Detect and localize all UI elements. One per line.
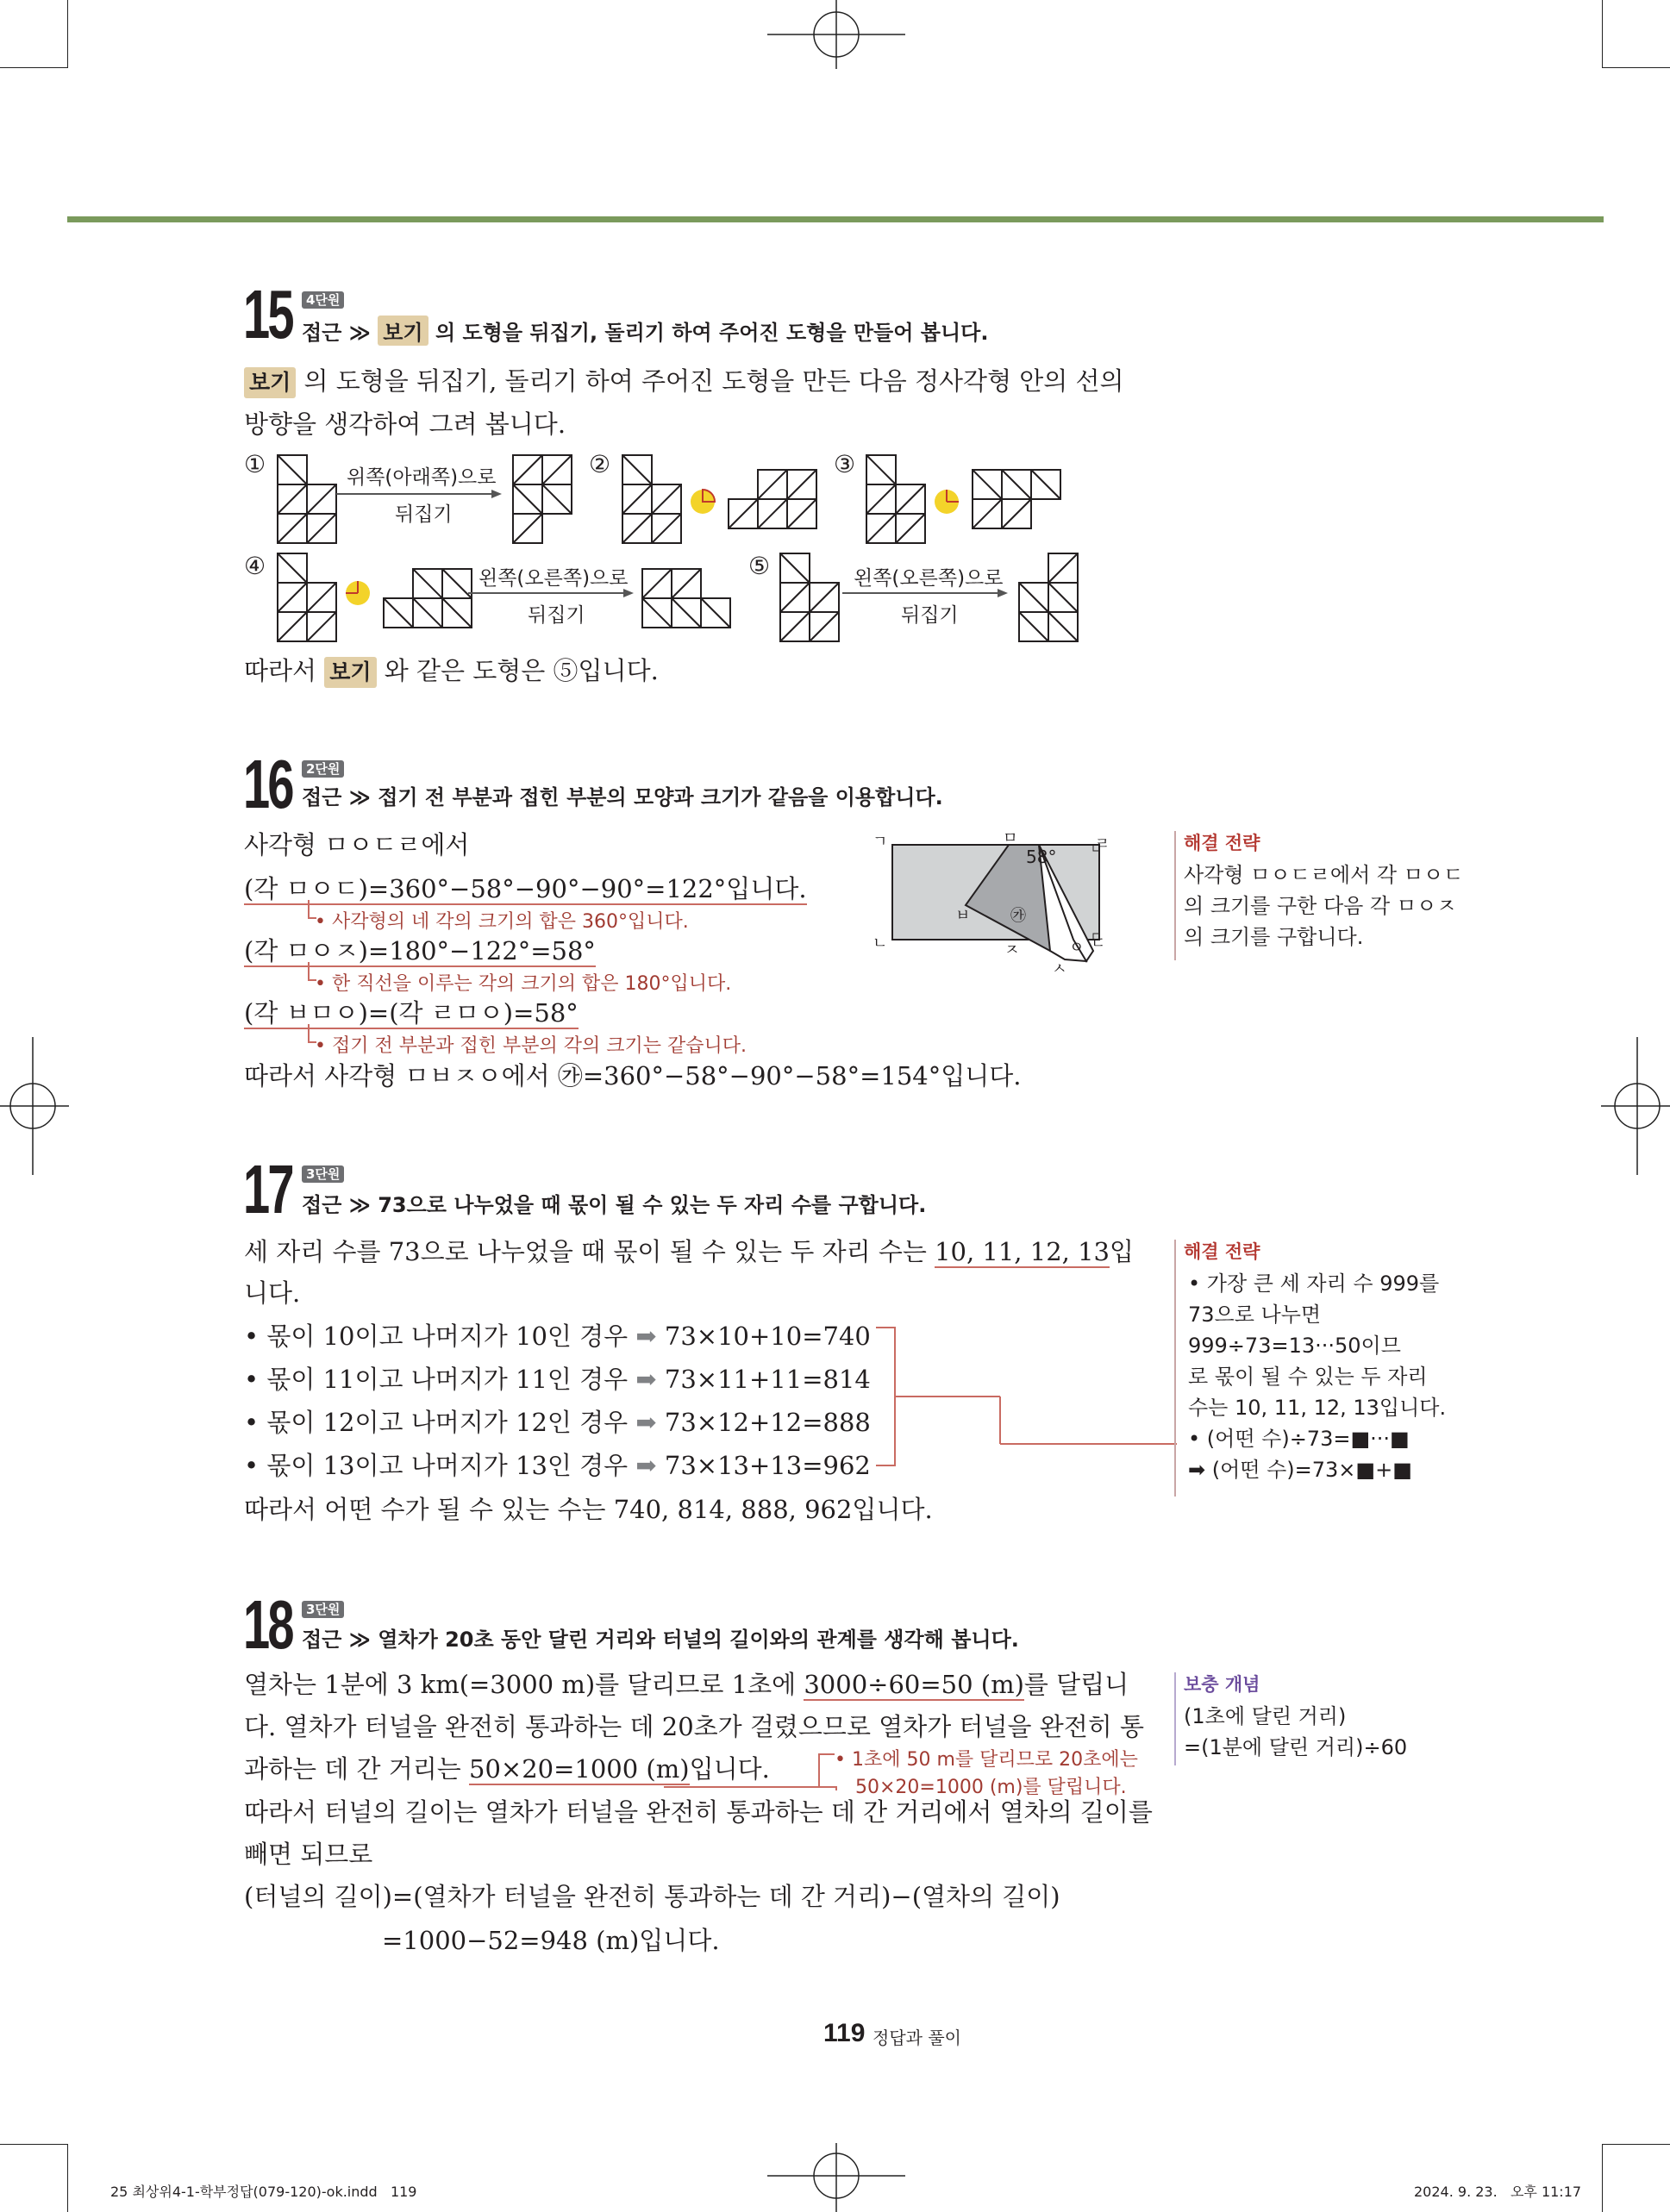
side-heading: 보충 개념 bbox=[1184, 1674, 1260, 1695]
q18-line-1-end: 를 달립니 bbox=[1023, 1670, 1129, 1699]
registration-mark-bottom bbox=[767, 2143, 905, 2212]
crop-mark bbox=[1602, 2144, 1603, 2212]
bogi-tag: 보기 bbox=[378, 316, 428, 346]
crop-mark bbox=[0, 2144, 68, 2145]
question-number-17: 17 bbox=[243, 1151, 292, 1228]
right-arrow-icon: ➡ bbox=[635, 1408, 657, 1437]
approach-text: 접근 ≫ 접기 전 부분과 접힌 부분의 모양과 크기가 같음을 이용합니다. bbox=[302, 785, 943, 809]
side-line: =(1분에 달린 거리)÷60 bbox=[1184, 1735, 1408, 1759]
unit-badge: 4단원 bbox=[302, 291, 344, 309]
side-line: • 가장 큰 세 자리 수 999를 bbox=[1188, 1272, 1440, 1296]
arrow-label: 뒤집기 bbox=[395, 503, 453, 526]
q15-line-1 bbox=[244, 366, 1124, 398]
question-number-15: 15 bbox=[243, 276, 292, 353]
case-text: • 몫이 12이고 나머지가 12인 경우 bbox=[244, 1408, 629, 1437]
fig-label-5: ⑤ bbox=[748, 552, 771, 580]
side-line: 의 크기를 구한 다음 각 ㅁㅇㅈ bbox=[1184, 894, 1457, 918]
q18-distance: 50×20=1000 (m) bbox=[469, 1754, 690, 1784]
vertex-label: ㄱ bbox=[873, 833, 888, 851]
q18-line-4: 따라서 터널의 길이는 열차가 터널을 완전히 통과하는 데 간 거리에서 열차의 길이를 bbox=[244, 1797, 1153, 1827]
note-text: 한 직선을 이루는 각의 크기의 합은 180°입니다. bbox=[331, 973, 732, 995]
unit-badge: 2단원 bbox=[302, 760, 344, 778]
vertex-label: ㅁ bbox=[1003, 829, 1018, 847]
q18-note-2: 50×20=1000 (m)를 달립니다. bbox=[855, 1777, 1127, 1798]
q16-note-3: • 접기 전 부분과 접힌 부분의 각의 크기는 같습니다. bbox=[315, 1035, 747, 1057]
case-text: • 몫이 13이고 나머지가 13인 경우 bbox=[244, 1451, 629, 1480]
q15-line-1-text: 의 도형을 뒤집기, 돌리기 하여 주어진 도형을 만든 다음 정사각형 안의 선의 bbox=[303, 366, 1124, 396]
note-text: 사각형의 네 각의 크기의 합은 360°입니다. bbox=[331, 911, 689, 933]
side-strategy-box bbox=[1174, 831, 1176, 960]
right-arrow-icon: ➡ bbox=[635, 1365, 657, 1394]
fig-label-3: ③ bbox=[834, 450, 856, 478]
q15-conclusion bbox=[244, 655, 659, 688]
right-arrow-icon: ➡ bbox=[635, 1322, 657, 1351]
q18-line-1 bbox=[244, 1669, 1129, 1700]
vertex-label: ㅂ bbox=[955, 907, 971, 925]
q18-line-6: (터널의 길이)=(열차가 터널을 완전히 통과하는 데 간 거리)−(열차의 길이) bbox=[244, 1882, 1060, 1911]
approach-body: 의 도형을 뒤집기, 돌리기 하여 주어진 도형을 만들어 봅니다. bbox=[435, 321, 989, 345]
angle-label: 58° bbox=[1026, 847, 1057, 867]
q16-line-3 bbox=[244, 935, 596, 966]
crop-mark bbox=[1602, 0, 1603, 68]
q18-line-1-text: 열차는 1분에 3 km(=3000 m)를 달리므로 1초에 bbox=[244, 1670, 797, 1699]
conclusion-prefix: 따라서 bbox=[244, 656, 317, 685]
side-heading: 해결 전략 bbox=[1184, 1241, 1260, 1262]
crop-mark bbox=[67, 2144, 68, 2212]
right-arrow-icon: ➡ bbox=[635, 1451, 657, 1480]
registration-mark-left bbox=[0, 1037, 69, 1175]
q18-line-5: 빼면 되므로 bbox=[244, 1840, 373, 1869]
case-text: • 몫이 10이고 나머지가 10인 경우 bbox=[244, 1322, 629, 1351]
crop-mark bbox=[1602, 2144, 1670, 2145]
arrow-label: 위쪽(아래쪽)으로 bbox=[347, 466, 497, 489]
file-slug: 25 최상위4-1-학부정답(079-120)-ok.indd 119 bbox=[110, 2184, 417, 2200]
side-line: 73으로 나누면 bbox=[1188, 1303, 1322, 1327]
q16-line-2-text: (각 ㅁㅇㄷ)=360°−58°−90°−90°=122°입니다. bbox=[244, 874, 807, 903]
approach-text bbox=[302, 316, 988, 346]
q18-line-3-text: 과하는 데 간 거리는 bbox=[244, 1754, 461, 1784]
header-rule bbox=[67, 216, 1604, 222]
note-text: 접기 전 부분과 접힌 부분의 각의 크기는 같습니다. bbox=[331, 1035, 747, 1057]
unit-badge: 3단원 bbox=[302, 1165, 344, 1183]
folded-rectangle-figure bbox=[871, 823, 1129, 978]
q17-case bbox=[244, 1321, 871, 1352]
side-line: 로 몫이 될 수 있는 두 자리 bbox=[1188, 1365, 1428, 1389]
case-calc: 73×11+11=814 bbox=[664, 1365, 871, 1394]
unit-badge: 3단원 bbox=[302, 1601, 344, 1618]
note-connectors bbox=[306, 897, 323, 1052]
bogi-tag: 보기 bbox=[244, 367, 296, 398]
q18-line-3-end: 입니다. bbox=[689, 1754, 770, 1784]
arrow-label: 왼쪽(오른쪽)으로 bbox=[478, 567, 629, 590]
q16-note-1: • 사각형의 네 각의 크기의 합은 360°입니다. bbox=[315, 911, 689, 933]
side-line: 수는 10, 11, 12, 13입니다. bbox=[1188, 1396, 1447, 1420]
bogi-tag: 보기 bbox=[324, 657, 376, 688]
case-calc: 73×10+10=740 bbox=[664, 1322, 871, 1351]
approach-text: 접근 ≫ 73으로 나누었을 때 몫이 될 수 있는 두 자리 수를 구합니다. bbox=[302, 1193, 927, 1217]
q16-line-2 bbox=[244, 873, 807, 904]
question-number-16: 16 bbox=[243, 746, 292, 822]
arrow-label: 뒤집기 bbox=[901, 604, 959, 627]
q15-line-2: 방향을 생각하여 그려 봅니다. bbox=[244, 409, 566, 439]
q18-line-2: 다. 열차가 터널을 완전히 통과하는 데 20초가 걸렸으므로 열차가 터널을 완전히 통 bbox=[244, 1712, 1144, 1741]
q17-case bbox=[244, 1407, 871, 1438]
q16-line-1: 사각형 ㅁㅇㄷㄹ에서 bbox=[244, 830, 470, 859]
q17-line-1 bbox=[244, 1236, 1134, 1267]
approach-text: 접근 ≫ 열차가 20초 동안 달린 거리와 터널의 길이와의 관계를 생각해 봅니다. bbox=[302, 1628, 1019, 1652]
side-line: (1초에 달린 거리) bbox=[1184, 1704, 1347, 1728]
side-strategy-box bbox=[1174, 1240, 1176, 1497]
crop-mark bbox=[0, 67, 68, 68]
page-number: 119 bbox=[823, 2019, 866, 2047]
vertex-label: ㅈ bbox=[1004, 941, 1020, 959]
arrow-label: 뒤집기 bbox=[528, 604, 585, 627]
question-number-18: 18 bbox=[243, 1586, 292, 1663]
conclusion-text: 와 같은 도형은 ⑤입니다. bbox=[384, 656, 659, 685]
q18-per-second: 3000÷60=50 (m) bbox=[804, 1670, 1024, 1699]
side-line: 999÷73=13···50이므 bbox=[1188, 1334, 1401, 1358]
vertex-label: ㄹ bbox=[1095, 835, 1110, 853]
note-connector bbox=[647, 1746, 841, 1797]
q17-quotients: 10, 11, 12, 13 bbox=[935, 1237, 1110, 1266]
q17-conclusion: 따라서 어떤 수가 될 수 있는 수는 740, 814, 888, 962입니다. bbox=[244, 1495, 933, 1524]
case-text: • 몫이 11이고 나머지가 11인 경우 bbox=[244, 1365, 629, 1394]
crop-mark bbox=[1602, 67, 1670, 68]
q17-line-1-end: 입 bbox=[1109, 1237, 1134, 1266]
page-label: 정답과 풀이 bbox=[873, 2028, 961, 2048]
q17-line-2: 니다. bbox=[244, 1278, 301, 1308]
registration-mark-right bbox=[1601, 1037, 1670, 1175]
q17-line-1-text: 세 자리 수를 73으로 나누었을 때 몫이 될 수 있는 두 자리 수는 bbox=[244, 1237, 927, 1266]
q16-line-4-text: (각 ㅂㅁㅇ)=(각 ㄹㅁㅇ)=58° bbox=[244, 998, 579, 1028]
side-heading: 해결 전략 bbox=[1184, 833, 1260, 853]
vertex-label: ㄴ bbox=[873, 934, 888, 953]
case-calc: 73×12+12=888 bbox=[664, 1408, 871, 1437]
side-concept-box bbox=[1174, 1672, 1176, 1765]
side-line: ➡ (어떤 수)=73×■+■ bbox=[1188, 1458, 1412, 1482]
crop-mark bbox=[67, 0, 68, 68]
q17-case bbox=[244, 1364, 871, 1395]
print-date: 2024. 9. 23. 오후 11:17 bbox=[1414, 2184, 1582, 2200]
registration-mark-top bbox=[767, 0, 905, 69]
approach-prefix: 접근 ≫ bbox=[302, 321, 371, 345]
side-line: 의 크기를 구합니다. bbox=[1184, 925, 1364, 949]
vertex-label: ㅇ bbox=[1069, 939, 1085, 957]
case-calc: 73×13+13=962 bbox=[664, 1451, 871, 1480]
q16-line-4 bbox=[244, 997, 579, 1028]
note-text: 1초에 50 m를 달리므로 20초에는 bbox=[851, 1749, 1138, 1771]
q17-case bbox=[244, 1450, 871, 1481]
q16-line-3-text: (각 ㅁㅇㅈ)=180°−122°=58° bbox=[244, 936, 596, 965]
q18-note-1: • 1초에 50 m를 달리므로 20초에는 bbox=[835, 1749, 1138, 1771]
vertex-label: ㅅ bbox=[1052, 960, 1067, 978]
angle-ga-label: ㉮ bbox=[1010, 907, 1026, 925]
q18-line-7: =1000−52=948 (m)입니다. bbox=[382, 1926, 720, 1955]
side-line: • (어떤 수)÷73=■···■ bbox=[1188, 1427, 1410, 1451]
q16-note-2: • 한 직선을 이루는 각의 크기의 합은 180°입니다. bbox=[315, 973, 732, 995]
bracket-connector bbox=[871, 1323, 1181, 1474]
vertex-label: ㄷ bbox=[1091, 934, 1106, 953]
fig-label-4: ④ bbox=[244, 552, 266, 580]
arrow-label: 왼쪽(오른쪽)으로 bbox=[854, 567, 1004, 590]
fig-label-1: ① bbox=[244, 450, 266, 478]
side-line: 사각형 ㅁㅇㄷㄹ에서 각 ㅁㅇㄷ bbox=[1184, 863, 1464, 887]
fig-label-2: ② bbox=[589, 450, 611, 478]
q16-line-5: 따라서 사각형 ㅁㅂㅈㅇ에서 ㉮=360°−58°−90°−58°=154°입니다. bbox=[244, 1061, 1022, 1090]
